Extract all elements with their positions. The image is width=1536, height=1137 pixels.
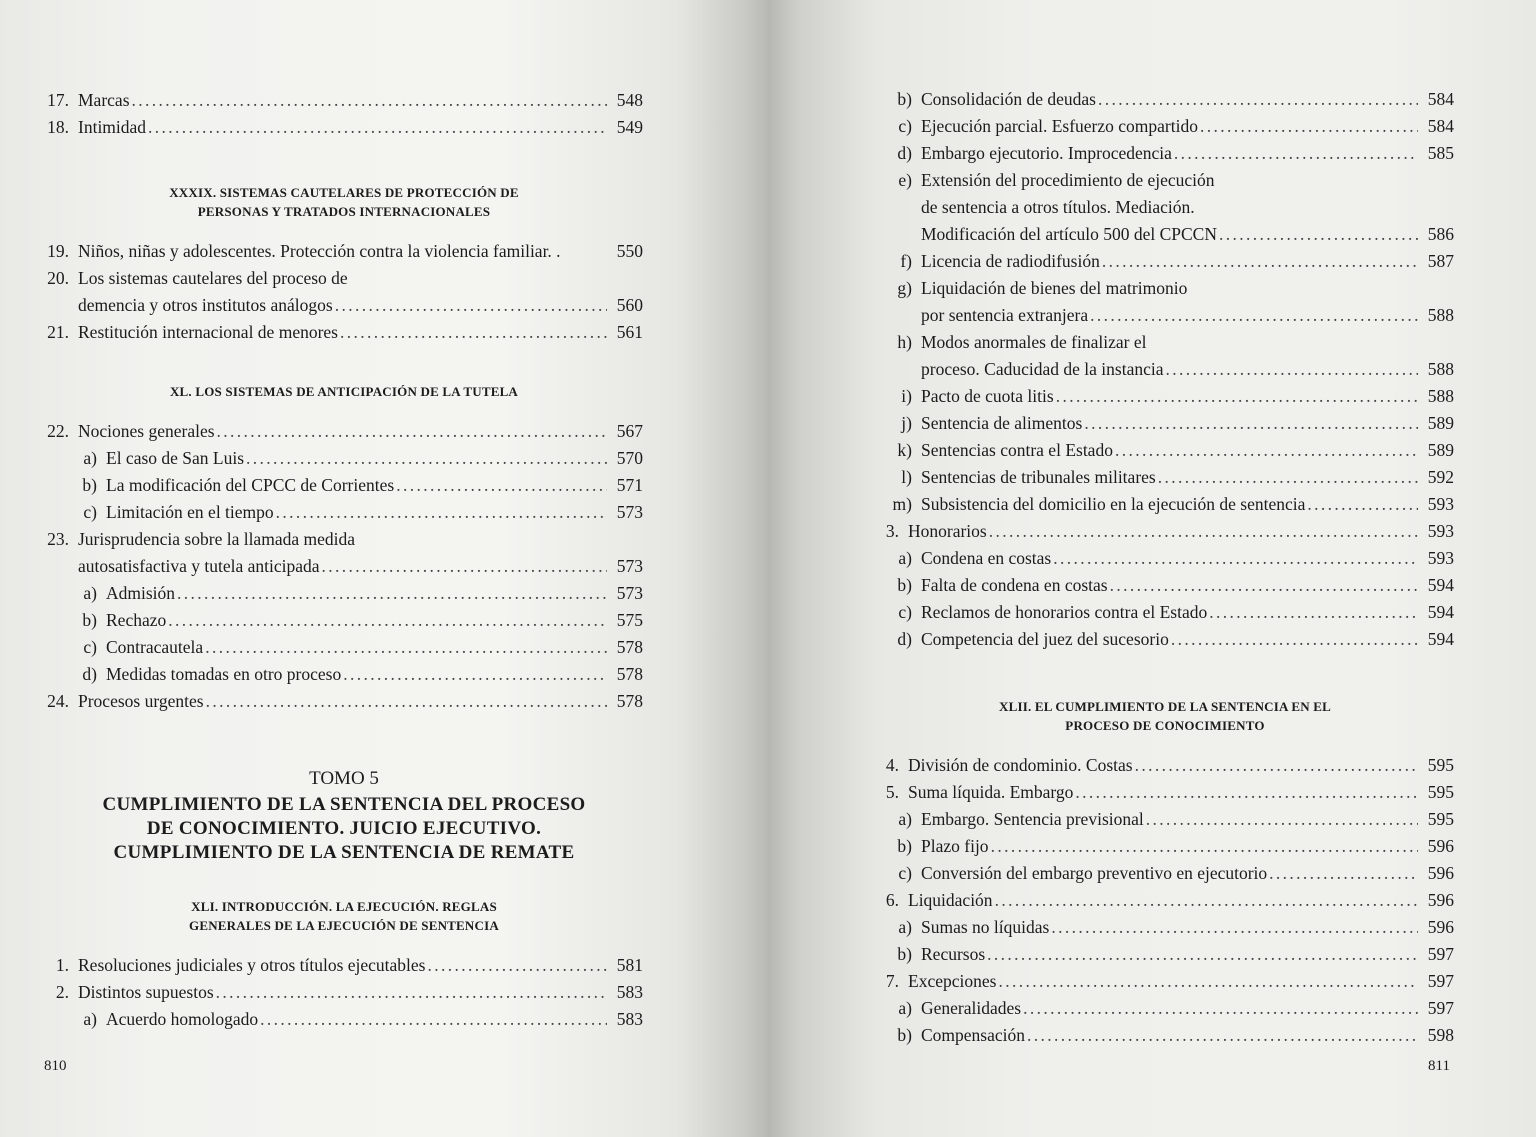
toc-entry [876,383,1454,410]
toc-entry-title: Subsistencia del domicilio en la ejecución de sentencia [921,494,1306,514]
toc-entry-number: b) [82,610,97,630]
toc-entry [876,860,1454,887]
toc-entry-page: 589 [1427,440,1454,460]
dot-leader [1023,995,1418,1022]
toc-entry-page: 571 [616,475,643,495]
toc-entry-title: Falta de condena en costas [921,575,1108,595]
toc-entry-page: 596 [1427,890,1454,910]
dot-leader [1098,86,1418,113]
dot-leader [1219,221,1418,248]
toc-group-c [45,418,643,715]
toc-entry-title: Pacto de cuota litis [921,386,1054,406]
toc-entry-number: 2. [55,982,69,1002]
toc-entry-title: demencia y otros institutos análogos [78,295,333,315]
toc-entry-title: Marcas [78,90,130,110]
toc-entry-page: 575 [616,610,643,630]
toc-entry-page: 594 [1427,575,1454,595]
dot-leader [132,87,607,114]
toc-entry-page: 578 [616,664,643,684]
toc-entry-number: b) [897,1025,912,1045]
toc-entry-title: Conversión del embargo preventivo en ejecutorio [921,863,1268,883]
toc-group-b [45,238,643,346]
dot-leader [1174,140,1418,167]
toc-group-b [876,752,1454,1049]
toc-entry-number: 19. [47,241,69,261]
toc-entry-number: g) [897,278,912,298]
toc-entry-title: Rechazo [106,610,167,630]
toc-entry-page: 594 [1427,602,1454,622]
toc-entry-title: Sentencias de tribunales militares [921,467,1156,487]
toc-entry [876,302,1454,329]
dot-leader [322,553,608,580]
toc-entry-number: 17. [47,90,69,110]
dot-leader [991,833,1418,860]
dot-leader [177,580,607,607]
dot-leader [998,968,1418,995]
toc-entry-page: 561 [616,322,643,342]
toc-entry-number: b) [897,575,912,595]
toc-entry-title: Compensación [921,1025,1026,1045]
tomo-label: TOMO 5 [309,768,379,789]
toc-entry [876,833,1454,860]
toc-entry-title: Modificación del artículo 500 del CPCCN [921,224,1217,244]
toc-entry-number: a) [83,448,97,468]
toc-entry-number: 6. [885,890,899,910]
toc-entry [876,626,1454,653]
toc-entry-title: Limitación en el tiempo [106,502,274,522]
toc-entry-page: 596 [1427,836,1454,856]
toc-entry-number: l) [901,467,912,487]
toc-entry-title: Resoluciones judiciales y otros títulos ejecutables [78,955,426,975]
dot-leader [995,887,1418,914]
toc-entry-number: a) [83,1009,97,1029]
toc-entry-number: c) [898,602,912,622]
right-page [768,0,1536,1137]
toc-entry-number: 5. [885,782,899,802]
toc-entry [876,491,1454,518]
toc-entry-page: 594 [1427,629,1454,649]
toc-entry-title: Suma líquida. Embargo [908,782,1074,802]
toc-entry [876,914,1454,941]
toc-entry [45,265,643,292]
toc-entry-page: 573 [616,556,643,576]
toc-entry [45,1006,643,1033]
toc-entry-title: Liquidación de bienes del matrimonio [921,278,1188,298]
toc-group-d [45,952,643,1033]
toc-entry-title: La modificación del CPCC de Corrientes [106,475,395,495]
toc-entry [876,464,1454,491]
toc-entry [876,545,1454,572]
toc-entry-title: Intimidad [78,117,147,137]
dot-leader [1146,806,1418,833]
toc-entry [876,518,1454,545]
toc-entry-title: Admisión [106,583,176,603]
page-number-left: 810 [44,1058,67,1074]
toc-entry-page: 598 [1427,1025,1454,1045]
toc-entry-number: d) [82,664,97,684]
toc-entry [876,968,1454,995]
toc-entry [876,1022,1454,1049]
toc-entry-page: 560 [616,295,643,315]
toc-entry [45,87,643,114]
toc-group-a [876,86,1454,653]
toc-entry [45,499,643,526]
toc-entry-title: Acuerdo homologado [106,1009,259,1029]
toc-entry-page: 584 [1427,116,1454,136]
right-page-toc [876,86,1454,1049]
dot-leader [217,418,607,445]
dot-leader [1027,1022,1418,1049]
toc-entry-number: a) [83,583,97,603]
toc-entry-title: Procesos urgentes [78,691,204,711]
toc-entry-title: Sumas no líquidas [921,917,1050,937]
dot-leader [1135,752,1418,779]
dot-leader [428,952,608,979]
toc-entry [876,410,1454,437]
toc-entry-page: 597 [1427,998,1454,1018]
toc-entry [45,553,643,580]
toc-entry-number: d) [897,629,912,649]
toc-entry [876,194,1454,221]
toc-entry-title: por sentencia extranjera [921,305,1089,325]
toc-entry-number: 21. [47,322,69,342]
toc-entry-title: Recursos [921,944,986,964]
toc-entry-title: Niños, niñas y adolescentes. Protección contra la violencia familiar. . [78,241,561,261]
dot-leader [276,499,607,526]
toc-entry-page: 570 [616,448,643,468]
toc-entry-page: 581 [616,955,643,975]
toc-entry-page: 595 [1427,755,1454,775]
toc-entry [876,599,1454,626]
toc-entry-page: 586 [1427,224,1454,244]
toc-entry-number: a) [898,998,912,1018]
toc-entry-number: f) [900,251,912,271]
toc-entry-number: c) [898,116,912,136]
toc-entry-title: Restitución internacional de menores [78,322,338,342]
toc-entry [876,779,1454,806]
toc-entry [876,572,1454,599]
toc-entry [45,580,643,607]
toc-group-a [45,87,643,141]
dot-leader [1165,356,1418,383]
dot-leader [1102,248,1418,275]
dot-leader [205,634,607,661]
dot-leader [987,941,1418,968]
toc-entry-number: a) [898,809,912,829]
toc-entry-page: 593 [1427,548,1454,568]
toc-entry-title: Honorarios [908,521,987,541]
toc-entry [876,113,1454,140]
toc-entry [45,418,643,445]
toc-entry-page: 589 [1427,413,1454,433]
toc-entry [45,661,643,688]
toc-entry-title: Consolidación de deudas [921,89,1096,109]
toc-entry-page: 597 [1427,944,1454,964]
toc-entry-title: Generalidades [921,998,1022,1018]
toc-entry [876,356,1454,383]
toc-entry-number: 4. [885,755,899,775]
toc-entry-page: 567 [616,421,643,441]
tomo-title: CUMPLIMIENTO DE LA SENTENCIA DEL PROCESO DE CONOCIMIENTO. JUICIO EJECUTIVO. CUMPLIMIENTO DE LA SENTENCIA DE REMATE [102,794,586,863]
toc-entry-page: 585 [1427,143,1454,163]
toc-entry [876,329,1454,356]
toc-entry-title: Ejecución parcial. Esfuerzo compartido [921,116,1198,136]
dot-leader [1307,491,1418,518]
toc-entry-number: k) [897,440,912,460]
toc-entry-number: a) [898,917,912,937]
toc-entry-title: División de condominio. Costas [908,755,1133,775]
toc-entry-title: Nociones generales [78,421,215,441]
toc-entry-number: b) [897,89,912,109]
toc-entry-number: m) [892,494,912,514]
toc-entry-number: 24. [47,691,69,711]
toc-entry-page: 584 [1427,89,1454,109]
toc-entry-title: de sentencia a otros títulos. Mediación. [921,197,1195,217]
dot-leader [396,472,607,499]
section-heading-xxxix: XXXIX. SISTEMAS CAUTELARES DE PROTECCIÓN DE PERSONAS Y TRATADOS INTERNACIONALES [169,185,519,219]
dot-leader [1171,626,1418,653]
toc-entry [45,607,643,634]
toc-entry-title: autosatisfactiva y tutela anticipada [78,556,320,576]
toc-entry-number: a) [898,548,912,568]
toc-entry-title: Licencia de radiodifusión [921,251,1100,271]
toc-entry-number: 20. [47,268,69,288]
toc-entry-number: b) [82,475,97,495]
toc-entry [45,634,643,661]
toc-entry-title: Embargo. Sentencia previsional [921,809,1144,829]
toc-entry-page: 592 [1427,467,1454,487]
toc-entry-title: Los sistemas cautelares del proceso de [78,268,348,288]
toc-entry-number: b) [897,836,912,856]
toc-entry-title: Jurisprudencia sobre la llamada medida [78,529,355,549]
left-page-toc [45,87,643,1033]
toc-entry-page: 578 [616,691,643,711]
dot-leader [168,607,607,634]
toc-entry-page: 596 [1427,863,1454,883]
toc-entry [876,86,1454,113]
toc-entry-number: c) [83,502,97,522]
dot-leader [335,292,607,319]
toc-entry-title: Condena en costas [921,548,1052,568]
toc-entry-page: 595 [1427,782,1454,802]
dot-leader [1053,545,1418,572]
toc-entry [876,140,1454,167]
toc-entry-number: e) [898,170,912,190]
dot-leader [260,1006,607,1033]
dot-leader [1115,437,1418,464]
toc-entry-title: Sentencia de alimentos [921,413,1083,433]
toc-entry-page: 550 [616,241,643,261]
toc-entry [45,688,643,715]
toc-entry-title: Plazo fijo [921,836,989,856]
toc-entry [45,952,643,979]
toc-entry-title: Liquidación [908,890,993,910]
toc-entry-title: proceso. Caducidad de la instancia [921,359,1164,379]
toc-entry [876,752,1454,779]
toc-entry-number: d) [897,143,912,163]
toc-entry-number: c) [83,637,97,657]
toc-entry-number: j) [901,413,912,433]
dot-leader [340,319,607,346]
toc-entry-page: 588 [1427,359,1454,379]
toc-entry-page: 593 [1427,521,1454,541]
toc-entry-page: 573 [616,583,643,603]
toc-entry-number: 1. [55,955,69,975]
dot-leader [1056,383,1418,410]
toc-entry-page: 596 [1427,917,1454,937]
toc-entry-title: Excepciones [908,971,997,991]
dot-leader [246,445,607,472]
toc-entry-page: 583 [616,982,643,1002]
toc-entry [876,437,1454,464]
toc-entry-page: 548 [616,90,643,110]
toc-entry [876,167,1454,194]
toc-entry [45,114,643,141]
toc-entry-number: 22. [47,421,69,441]
toc-entry-page: 595 [1427,809,1454,829]
toc-entry-title: Distintos supuestos [78,982,214,1002]
toc-entry-page: 593 [1427,494,1454,514]
toc-entry-number: 18. [47,117,69,137]
toc-entry-page: 578 [616,637,643,657]
toc-entry-page: 597 [1427,971,1454,991]
toc-entry-title: Modos anormales de finalizar el [921,332,1147,352]
toc-entry-title: Embargo ejecutorio. Improcedencia [921,143,1172,163]
toc-entry [45,319,643,346]
toc-entry-number: 3. [885,521,899,541]
toc-entry-number: 23. [47,529,69,549]
dot-leader [343,661,607,688]
toc-entry-number: b) [897,944,912,964]
toc-entry-title: Contracautela [106,637,204,657]
dot-leader [1269,860,1418,887]
toc-entry [45,472,643,499]
dot-leader [148,114,607,141]
toc-entry [876,941,1454,968]
dot-leader [206,688,607,715]
toc-entry [876,248,1454,275]
dot-leader [1084,410,1418,437]
dot-leader [1075,779,1418,806]
toc-entry-title: Competencia del juez del sucesorio [921,629,1169,649]
dot-leader [1209,599,1418,626]
dot-leader [1200,113,1418,140]
toc-entry-page: 588 [1427,305,1454,325]
dot-leader [1090,302,1418,329]
toc-entry [45,445,643,472]
section-heading-xl: XL. LOS SISTEMAS DE ANTICIPACIÓN DE LA TUTELA [169,384,519,399]
dot-leader [1051,914,1418,941]
toc-entry-page: 549 [616,117,643,137]
toc-entry-title: Sentencias contra el Estado [921,440,1113,460]
dot-leader [989,518,1418,545]
toc-entry [876,275,1454,302]
toc-entry-title: Reclamos de honorarios contra el Estado [921,602,1208,622]
toc-entry [45,292,643,319]
section-heading-xlii: XLII. EL CUMPLIMIENTO DE LA SENTENCIA EN EL PROCESO DE CONOCIMIENTO [999,699,1331,733]
toc-entry [45,526,643,553]
toc-entry-title: Extensión del procedimiento de ejecución [921,170,1215,190]
dot-leader [216,979,607,1006]
toc-entry-page: 573 [616,502,643,522]
toc-entry [45,238,643,265]
page-number-right: 811 [1428,1058,1450,1074]
toc-entry [45,979,643,1006]
toc-entry-title: Medidas tomadas en otro proceso [106,664,342,684]
toc-entry [876,806,1454,833]
toc-entry [876,221,1454,248]
toc-entry-number: 7. [885,971,899,991]
toc-entry [876,887,1454,914]
toc-entry [876,995,1454,1022]
toc-entry-title: El caso de San Luis [106,448,245,468]
dot-leader [1158,464,1418,491]
toc-entry-number: h) [897,332,912,352]
toc-entry-page: 588 [1427,386,1454,406]
toc-entry-number: i) [901,386,912,406]
toc-entry-page: 583 [616,1009,643,1029]
dot-leader [1110,572,1418,599]
section-heading-xli: XLI. INTRODUCCIÓN. LA EJECUCIÓN. REGLAS GENERALES DE LA EJECUCIÓN DE SENTENCIA [189,899,499,933]
toc-entry-page: 587 [1427,251,1454,271]
toc-entry-number: c) [898,863,912,883]
